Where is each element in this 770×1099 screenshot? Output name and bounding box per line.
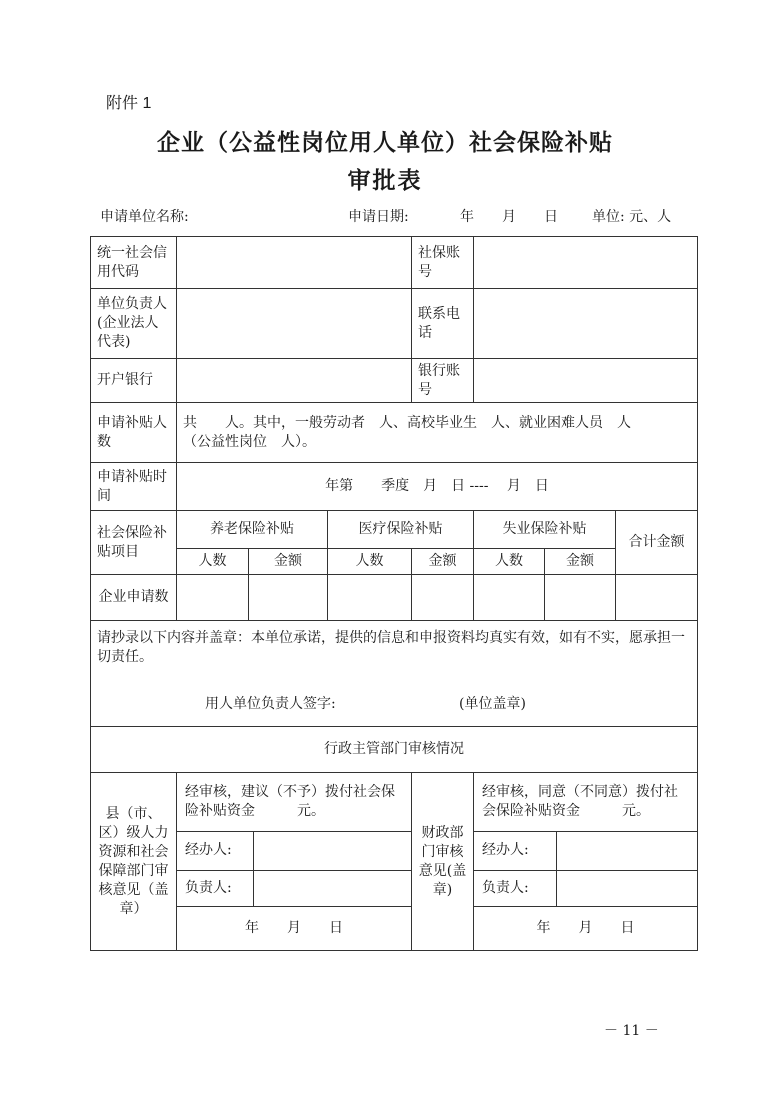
- attachment-label: 附件 1: [106, 95, 152, 112]
- period-field[interactable]: 年第 季度 月 日 ---- 月 日: [177, 463, 698, 511]
- unit-label: 单位: 元、人: [592, 209, 672, 225]
- form-subtitle: 审批表: [347, 167, 423, 194]
- pension-amount-cell[interactable]: [249, 575, 328, 621]
- hr-dept-label: 县（市、区）级人力资源和社会保障部门审核意见（盖章）: [91, 773, 177, 951]
- approval-form-table: [90, 236, 698, 951]
- medical-amount-cell[interactable]: [412, 575, 474, 621]
- bank-account-field[interactable]: [474, 359, 698, 403]
- unemployment-people-cell[interactable]: [474, 575, 545, 621]
- social-account-label: 社保账号: [412, 237, 474, 289]
- finance-manager-field[interactable]: [556, 870, 697, 906]
- page-number: － 11 －: [604, 1023, 659, 1039]
- medical-people-header: 人数: [328, 549, 412, 575]
- headcount-label: 申请补贴人数: [91, 403, 177, 463]
- bank-field[interactable]: [177, 359, 412, 403]
- hr-review-text: 经审核，建议（不予）拨付社会保险补贴资金 元。: [177, 773, 411, 831]
- finance-handler-field[interactable]: [556, 831, 697, 870]
- commitment-statement: [91, 621, 698, 727]
- apply-date-label: 申请日期:: [348, 209, 409, 225]
- applicant-name-label: 申请单位名称:: [100, 209, 189, 225]
- pension-header: 养老保险补贴: [177, 511, 328, 549]
- finance-review-date: 年 月 日: [474, 906, 697, 950]
- total-amount-cell[interactable]: [616, 575, 698, 621]
- seal-label: (单位盖章): [459, 696, 526, 712]
- review-heading: 行政主管部门审核情况: [91, 727, 698, 773]
- unemployment-header: 失业保险补贴: [474, 511, 616, 549]
- signature-label: 用人单位负责人签字:: [205, 696, 336, 712]
- finance-manager-label: 负责人:: [474, 870, 556, 906]
- headcount-line-1: 共 人。其中，一般劳动者 人、高校毕业生 人、就业困难人员 人: [183, 414, 631, 431]
- hr-review-date: 年 月 日: [177, 906, 411, 950]
- medical-header: 医疗保险补贴: [328, 511, 474, 549]
- pension-people-cell[interactable]: [177, 575, 249, 621]
- finance-handler-label: 经办人:: [474, 831, 556, 870]
- items-label: 社会保险补贴项目: [91, 511, 177, 575]
- credit-code-field[interactable]: [177, 237, 412, 289]
- legal-rep-field[interactable]: [177, 289, 412, 359]
- commitment-text: 请抄录以下内容并盖章：本单位承诺，提供的信息和申报资料均真实有效，如有不实，愿承担一切责任。: [97, 630, 685, 665]
- finance-dept-label: 财政部门审核意见(盖章): [412, 773, 474, 951]
- unemployment-amount-header: 金额: [545, 549, 616, 575]
- legal-rep-label: 单位负责人(企业法人代表): [91, 289, 177, 359]
- pension-people-header: 人数: [177, 549, 249, 575]
- medical-amount-header: 金额: [412, 549, 474, 575]
- unemployment-people-header: 人数: [474, 549, 545, 575]
- hr-manager-field[interactable]: [253, 870, 411, 906]
- phone-field[interactable]: [474, 289, 698, 359]
- company-count-label: 企业申请数: [91, 575, 177, 621]
- apply-date-parts: 年 月 日: [460, 209, 558, 225]
- headcount-line-2: （公益性岗位 人）。: [183, 433, 316, 450]
- form-title: 企业（公益性岗位用人单位）社会保险补贴: [157, 129, 613, 156]
- hr-manager-label: 负责人:: [177, 870, 253, 906]
- total-header: 合计金额: [616, 511, 698, 575]
- finance-review-section: [474, 773, 698, 951]
- hr-handler-label: 经办人:: [177, 831, 253, 870]
- headcount-field[interactable]: [177, 403, 698, 463]
- phone-label: 联系电话: [412, 289, 474, 359]
- hr-review-section: [177, 773, 412, 951]
- finance-review-text: 经审核，同意（不同意）拨付社会保险补贴资金 元。: [474, 773, 697, 831]
- medical-people-cell[interactable]: [328, 575, 412, 621]
- pension-amount-header: 金额: [249, 549, 328, 575]
- bank-label: 开户银行: [91, 359, 177, 403]
- hr-handler-field[interactable]: [253, 831, 411, 870]
- social-account-field[interactable]: [474, 237, 698, 289]
- credit-code-label: 统一社会信用代码: [91, 237, 177, 289]
- period-label: 申请补贴时间: [91, 463, 177, 511]
- bank-account-label: 银行账号: [412, 359, 474, 403]
- unemployment-amount-cell[interactable]: [545, 575, 616, 621]
